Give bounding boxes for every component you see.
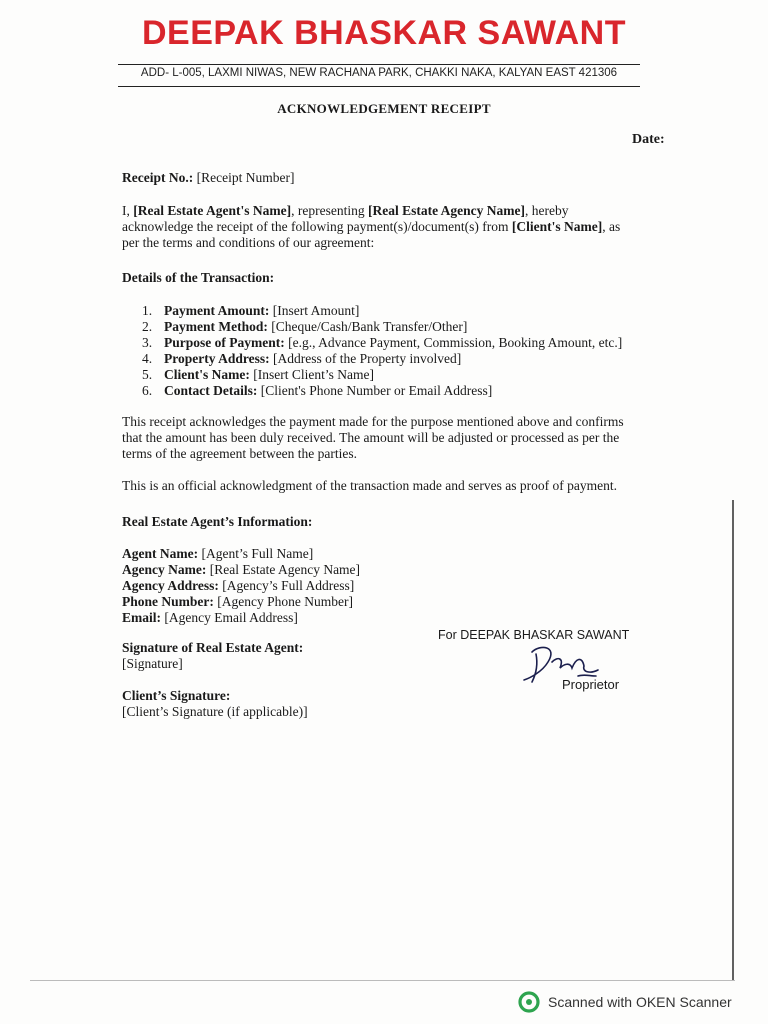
list-number: 6. [142, 383, 153, 398]
agent-info-value: [Agency Email Address] [161, 610, 298, 625]
agent-info-row [122, 594, 353, 610]
list-value: [Insert Amount] [269, 303, 360, 318]
list-number: 4. [142, 351, 153, 366]
agent-info-label: Agency Address: [122, 578, 219, 593]
list-item [142, 319, 622, 335]
agent-info-value: [Agent’s Full Name] [198, 546, 314, 561]
scanner-watermark-text: Scanned with OKEN Scanner [548, 994, 732, 1010]
agent-name-placeholder: [Real Estate Agent's Name] [133, 203, 292, 218]
agency-name-placeholder: [Real Estate Agency Name] [367, 203, 526, 218]
scanner-watermark [518, 991, 732, 1013]
agent-signature-value: [Signature] [122, 656, 183, 671]
list-item [142, 367, 622, 383]
list-number: 5. [142, 367, 153, 382]
agent-info-row [122, 578, 354, 594]
list-item [142, 303, 622, 319]
client-signature-label-text: Client’s Signature: [122, 688, 231, 703]
date-label: Date: [632, 132, 665, 147]
intro-text: , hereby [525, 203, 569, 218]
list-value: [e.g., Advance Payment, Commission, Booking Amount, etc.] [284, 335, 623, 350]
official-note: This is an official acknowledgment of the transaction made and serves as proof of payment. [122, 478, 617, 493]
agent-info-label: Email: [122, 610, 161, 625]
list-value: [Cheque/Cash/Bank Transfer/Other] [267, 319, 468, 334]
company-name: DEEPAK BHASKAR SAWANT [141, 14, 626, 52]
list-number: 2. [142, 319, 153, 334]
list-item [142, 383, 622, 399]
client-signature-label [122, 688, 230, 704]
acknowledgement-line-1: This receipt acknowledges the payment made for the purpose mentioned above and confirms [122, 414, 624, 429]
intro-text: acknowledge the receipt of the following payment(s)/document(s) from [122, 219, 512, 234]
agent-signature-label [122, 640, 303, 656]
agent-info-value: [Agency Phone Number] [213, 594, 353, 609]
list-value: [Client's Phone Number or Email Address] [257, 383, 493, 398]
list-item [142, 335, 622, 351]
agent-info-label: Phone Number: [122, 594, 214, 609]
intro-line-3: per the terms and conditions of our agreement: [122, 235, 375, 250]
agent-info-row [122, 562, 360, 578]
list-label: Payment Method: [164, 319, 268, 334]
agent-info-label: Agency Name: [122, 562, 207, 577]
oken-scanner-logo-icon [518, 991, 540, 1013]
scan-edge-shadow [732, 500, 734, 980]
company-address: ADD- L-005, LAXMI NIWAS, NEW RACHANA PARK, CHAKKI NAKA, KALYAN EAST 421306 [140, 67, 618, 79]
agent-info-label: Agent Name: [122, 546, 199, 561]
agent-info-row [122, 546, 313, 562]
header-rule-bottom [118, 86, 640, 87]
intro-text: , representing [291, 203, 368, 218]
agent-info-value: [Real Estate Agency Name] [206, 562, 361, 577]
list-number: 3. [142, 335, 153, 350]
acknowledgement-line-2: that the amount has been duly received. The amount will be adjusted or processed as per the [122, 430, 620, 445]
intro-text: I, [122, 203, 134, 218]
agent-info-row [122, 610, 298, 626]
list-value: [Address of the Property involved] [269, 351, 462, 366]
details-heading [122, 270, 274, 286]
details-list [142, 303, 622, 399]
list-label: Contact Details: [164, 383, 258, 398]
list-item [142, 351, 622, 367]
stamp-for-line: For DEEPAK BHASKAR SAWANT [438, 628, 630, 642]
list-value: [Insert Client’s Name] [249, 367, 374, 382]
agent-signature-label-text: Signature of Real Estate Agent: [122, 640, 304, 655]
list-label: Purpose of Payment: [164, 335, 285, 350]
acknowledgement-line-3: terms of the agreement between the parties. [122, 446, 358, 461]
header-rule-top [118, 64, 640, 65]
details-heading-text: Details of the Transaction: [122, 270, 275, 285]
stamp-role: Proprietor [562, 677, 620, 692]
list-label: Client's Name: [164, 367, 250, 382]
receipt-number-value: [Receipt Number] [196, 170, 295, 185]
receipt-number-line [122, 170, 294, 186]
agent-info-heading [122, 514, 312, 530]
receipt-number-label: Receipt No.: [122, 170, 194, 185]
list-label: Payment Amount: [164, 303, 270, 318]
agent-info-value: [Agency’s Full Address] [218, 578, 355, 593]
intro-line-2 [122, 219, 620, 235]
list-number: 1. [142, 303, 153, 318]
client-name-placeholder: [Client's Name] [511, 219, 603, 234]
agent-info-heading-text: Real Estate Agent’s Information: [122, 514, 313, 529]
scan-bottom-edge [30, 980, 735, 981]
client-signature-value: [Client’s Signature (if applicable)] [122, 704, 308, 719]
intro-line-1 [122, 203, 569, 219]
document-title: ACKNOWLEDGEMENT RECEIPT [277, 101, 491, 116]
list-label: Property Address: [164, 351, 270, 366]
intro-text: , as [602, 219, 621, 234]
